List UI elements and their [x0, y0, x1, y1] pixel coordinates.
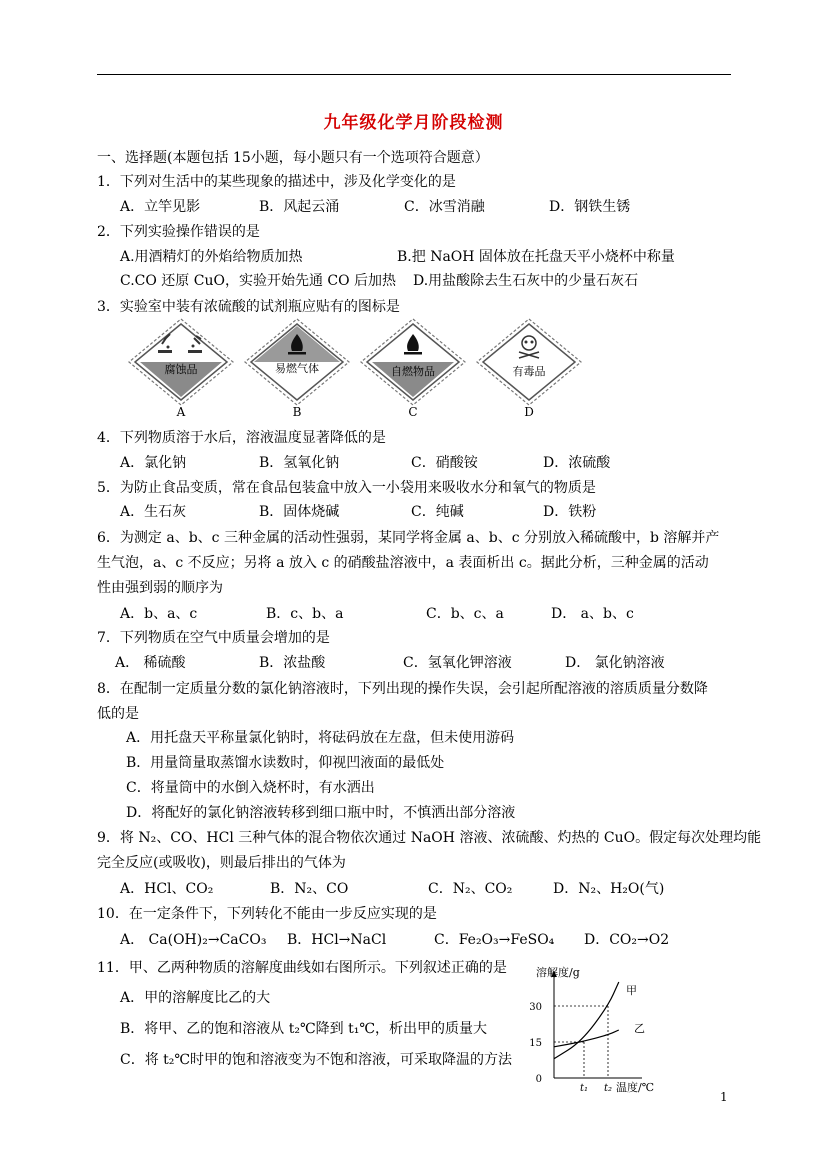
q2-option-a: A.用酒精灯的外焰给物质加热	[120, 249, 303, 265]
sign-a-text: 腐蚀品	[164, 363, 198, 376]
q1-option-a: A．立竿见影	[120, 199, 201, 215]
xtick-t2: t₂	[603, 1083, 613, 1094]
q3-stem: 3．实验室中装有浓硫酸的试剂瓶应贴有的图标是	[97, 299, 400, 315]
q4-stem: 4．下列物质溶于水后，溶液温度显著降低的是	[97, 430, 386, 446]
q5-option-d: D．铁粉	[543, 504, 597, 520]
q1-option-d: D．钢铁生锈	[549, 199, 631, 215]
page-number: 1	[720, 1090, 728, 1104]
q10-option-a: A． Ca(OH)₂→CaCO₃	[120, 932, 267, 948]
sign-b-letter: B	[292, 405, 302, 419]
q9-option-a: A．HCl、CO₂	[120, 881, 214, 897]
ytick-30: 30	[530, 1002, 542, 1013]
q6-option-c: C．b、c、a	[426, 606, 504, 622]
q7-option-c: C．氢氧化钾溶液	[403, 655, 512, 671]
ytick-0: 0	[535, 1074, 542, 1085]
section-heading: 一、选择题(本题包括 15小题，每小题只有一个选项符合题意）	[97, 150, 489, 166]
hazard-sign-b	[244, 318, 350, 406]
q9-line1: 9．将 N₂、CO、HCl 三种气体的混合物依次通过 NaOH 溶液、浓硫酸、灼热的 CuO。假定每次处理均能	[97, 830, 762, 846]
q4-option-b: B．氢氧化钠	[259, 455, 340, 471]
sign-c-text: 自燃物品	[391, 365, 435, 378]
sign-c-letter: C	[408, 405, 418, 419]
q2-option-d: D.用盐酸除去生石灰中的少量石灰石	[413, 273, 639, 289]
q11-option-b: B．将甲、乙的饱和溶液从 t₂℃降到 t₁℃，析出甲的质量大	[120, 1021, 487, 1037]
q8-option-c: C．将量筒中的水倒入烧杯时，有水洒出	[126, 780, 375, 796]
q6-line1: 6．为测定 a、b、c 三种金属的活动性强弱，某同学将金属 a、b、c 分别放入稀硫酸中，b 溶解并产	[97, 530, 720, 546]
x-axis-label: 温度/℃	[616, 1081, 655, 1094]
q8-option-d: D．将配好的氯化钠溶液转移到细口瓶中时，不慎洒出部分溶液	[126, 805, 516, 821]
q7-stem: 7．下列物质在空气中质量会增加的是	[97, 630, 330, 646]
q1-option-c: C．冰雪消融	[404, 199, 485, 215]
solubility-chart	[530, 964, 670, 1094]
q5-stem: 5．为防止食品变质，常在食品包装盒中放入一小袋用来吸收水分和氧气的物质是	[97, 480, 596, 496]
xtick-t1: t₁	[579, 1083, 589, 1094]
q10-stem: 10．在一定条件下，下列转化不能由一步反应实现的是	[97, 906, 437, 922]
q6-option-b: B．c、b、a	[266, 606, 344, 622]
q2-stem: 2．下列实验操作错误的是	[97, 224, 260, 240]
q4-option-c: C．硝酸铵	[411, 455, 478, 471]
legend-jia: 甲	[626, 984, 637, 997]
q4-option-a: A．氯化钠	[120, 455, 187, 471]
legend-yi: 乙	[634, 1022, 645, 1035]
q6-line2: 生气泡，a、c 不反应；另将 a 放入 c 的硝酸盐溶液中，a 表面析出 c。据此分析，三种金属的活动	[97, 555, 709, 571]
q6-option-d: D． a、b、c	[551, 606, 634, 622]
q10-option-b: B．HCl→NaCl	[287, 932, 387, 948]
q9-option-b: B．N₂、CO	[270, 881, 349, 897]
y-axis-label: 溶解度/g	[536, 966, 580, 979]
q6-line3: 性由强到弱的顺序为	[97, 580, 223, 596]
q7-option-b: B．浓盐酸	[259, 655, 326, 671]
q2-option-b: B.把 NaOH 固体放在托盘天平小烧杯中称量	[397, 249, 675, 265]
q2-option-c: C.CO 还原 CuO，实验开始先通 CO 后加热	[120, 273, 397, 289]
q6-option-a: A．b、a、c	[120, 606, 198, 622]
q8-line1: 8．在配制一定质量分数的氯化钠溶液时，下列出现的操作失误，会引起所配溶液的溶质质量分数降	[97, 681, 708, 697]
ytick-15: 15	[530, 1038, 542, 1049]
q9-line2: 完全反应(或吸收)，则最后排出的气体为	[97, 855, 346, 871]
curve-yi	[554, 1030, 619, 1047]
q5-option-c: C．纯碱	[411, 504, 464, 520]
header-rule	[97, 74, 731, 75]
q8-option-b: B．用量筒量取蒸馏水读数时，仰视凹液面的最低处	[126, 755, 445, 771]
q9-option-d: D．N₂、H₂O(气)	[553, 881, 665, 897]
sign-d-text: 有毒品	[512, 365, 546, 378]
curve-jia	[554, 982, 619, 1059]
sign-d-letter: D	[524, 405, 534, 419]
sign-a-letter: A	[176, 405, 186, 419]
q9-option-c: C．N₂、CO₂	[428, 881, 513, 897]
q8-option-a: A．用托盘天平称量氯化钠时，将砝码放在左盘，但未使用游码	[126, 730, 515, 746]
q7-option-a: A． 稀硫酸	[115, 655, 186, 671]
q10-option-d: D．CO₂→O2	[584, 932, 670, 948]
hazard-sign-c	[360, 318, 466, 406]
sign-b-text: 易燃气体	[275, 362, 319, 375]
hazard-sign-d	[476, 318, 582, 406]
hazard-sign-a	[128, 318, 234, 406]
q1-option-b: B．风起云涌	[259, 199, 340, 215]
q8-line2: 低的是	[97, 706, 139, 722]
page-title: 九年级化学月阶段检测	[323, 113, 504, 133]
q5-option-b: B．固体烧碱	[259, 504, 340, 520]
q10-option-c: C．Fe₂O₃→FeSO₄	[434, 932, 555, 948]
q5-option-a: A．生石灰	[120, 504, 187, 520]
q1-stem: 1．下列对生活中的某些现象的描述中，涉及化学变化的是	[97, 174, 456, 190]
q11-option-a: A．甲的溶解度比乙的大	[120, 990, 271, 1006]
hazard-signs	[128, 318, 588, 423]
q11-stem: 11．甲、乙两种物质的溶解度曲线如右图所示。下列叙述正确的是	[97, 960, 507, 976]
q11-option-c: C．将 t₂℃时甲的饱和溶液变为不饱和溶液，可采取降温的方法	[120, 1052, 513, 1068]
q4-option-d: D．浓硫酸	[543, 455, 611, 471]
q7-option-d: D． 氯化钠溶液	[565, 655, 665, 671]
